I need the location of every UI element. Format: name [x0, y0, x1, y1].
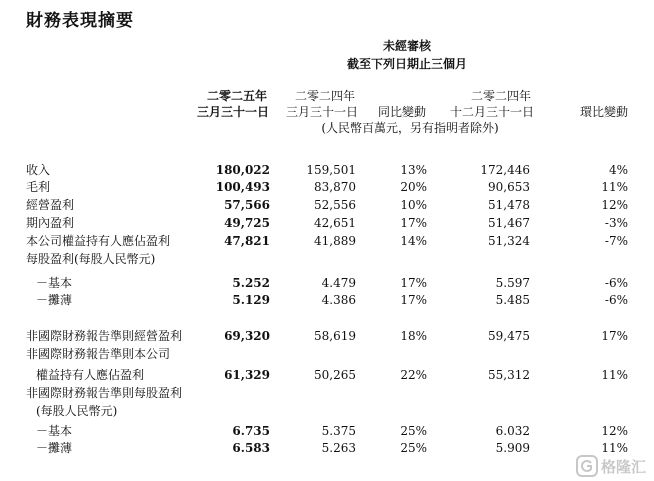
col5-header: 環比變動 — [579, 105, 629, 119]
value-yoy: 17% — [400, 276, 427, 290]
table-row — [0, 233, 654, 249]
value-yoy: 13% — [400, 163, 427, 177]
value-2024q4: 59,475 — [488, 329, 530, 343]
value-2025q1: 180,022 — [215, 163, 270, 177]
value-2024q1: 5.375 — [321, 424, 356, 438]
watermark-text: 格隆汇 — [600, 457, 646, 476]
value-qoq: 11% — [601, 368, 628, 382]
value-2025q1: 47,821 — [224, 234, 270, 248]
table-row — [0, 179, 654, 195]
table-row — [0, 162, 654, 178]
table-row — [0, 215, 654, 231]
period-header: 截至下列日期止三個月 — [346, 57, 468, 71]
value-2024q4: 6.032 — [495, 424, 530, 438]
row-label: 經營盈利 — [26, 198, 75, 212]
value-yoy: 10% — [400, 198, 427, 212]
value-2025q1: 5.252 — [232, 276, 270, 290]
value-2024q1: 50,265 — [314, 368, 356, 382]
table-row — [0, 251, 654, 267]
value-2024q1: 4.479 — [321, 276, 356, 290]
value-2024q4: 55,312 — [488, 368, 530, 382]
value-2025q1: 49,725 — [224, 216, 270, 230]
table-row — [0, 346, 654, 362]
value-2024q4: 5.485 — [495, 293, 530, 307]
value-qoq: -6% — [604, 276, 628, 290]
value-qoq: 12% — [601, 198, 628, 212]
value-2024q4: 172,446 — [480, 163, 530, 177]
value-2024q1: 58,619 — [314, 329, 356, 343]
value-2024q4: 51,467 — [488, 216, 530, 230]
unaudited-header: 未經審核 — [382, 39, 432, 53]
page-title: 財務表現摘要 — [26, 11, 134, 31]
row-label: 收入 — [26, 163, 51, 177]
value-yoy: 18% — [400, 329, 427, 343]
row-label: －基本 — [36, 424, 73, 438]
table-row — [0, 328, 654, 344]
table-row — [0, 440, 654, 456]
value-2024q4: 51,324 — [488, 234, 530, 248]
value-2025q1: 69,320 — [224, 329, 270, 343]
row-label: (每股人民幣元) — [36, 404, 118, 418]
table-row — [0, 292, 654, 308]
value-2025q1: 57,566 — [224, 198, 270, 212]
value-yoy: 25% — [400, 441, 427, 455]
value-2025q1: 5.129 — [232, 293, 270, 307]
row-label: 權益持有人應佔盈利 — [36, 368, 145, 382]
value-yoy: 17% — [400, 216, 427, 230]
value-qoq: -6% — [604, 293, 628, 307]
value-qoq: -7% — [604, 234, 628, 248]
value-yoy: 17% — [400, 293, 427, 307]
value-2024q1: 41,889 — [314, 234, 356, 248]
value-2025q1: 100,493 — [215, 180, 270, 194]
value-qoq: 12% — [601, 424, 628, 438]
value-yoy: 25% — [400, 424, 427, 438]
value-yoy: 22% — [400, 368, 427, 382]
col2-date: 三月三十一日 — [285, 105, 359, 119]
value-2025q1: 61,329 — [224, 368, 270, 382]
table-row — [0, 275, 654, 291]
value-2024q4: 90,653 — [488, 180, 530, 194]
col1-year: 二零二五年 — [206, 89, 268, 103]
value-qoq: 4% — [608, 163, 628, 177]
row-label: 非國際財務報告準則每股盈利 — [26, 386, 183, 400]
value-2024q1: 5.263 — [321, 441, 356, 455]
value-2024q1: 42,651 — [314, 216, 356, 230]
value-2025q1: 6.583 — [232, 441, 270, 455]
row-label: －攤薄 — [36, 441, 73, 455]
value-2024q4: 5.597 — [495, 276, 530, 290]
col4-date: 十二月三十一日 — [449, 105, 535, 119]
row-label: －基本 — [36, 276, 73, 290]
value-2025q1: 6.735 — [232, 424, 270, 438]
value-2024q1: 52,556 — [314, 198, 356, 212]
value-qoq: -3% — [604, 216, 628, 230]
col2-year: 二零二四年 — [294, 89, 356, 103]
value-2024q1: 83,870 — [314, 180, 356, 194]
row-label: 本公司權益持有人應佔盈利 — [26, 234, 171, 248]
col4-year: 二零二四年 — [470, 89, 532, 103]
table-row — [0, 367, 654, 383]
table-row — [0, 197, 654, 213]
value-qoq: 17% — [601, 329, 628, 343]
unit-note: (人民幣百萬元，另有指明者除外) — [321, 121, 499, 135]
value-qoq: 11% — [601, 180, 628, 194]
gelonghui-logo-icon — [576, 455, 598, 477]
row-label: 每股盈利(每股人民幣元) — [26, 252, 156, 266]
row-label: 非國際財務報告準則經營盈利 — [26, 329, 183, 343]
value-2024q1: 4.386 — [321, 293, 356, 307]
value-qoq: 11% — [601, 441, 628, 455]
value-2024q4: 5.909 — [495, 441, 530, 455]
row-label: －攤薄 — [36, 293, 73, 307]
value-2024q1: 159,501 — [306, 163, 356, 177]
watermark — [576, 454, 646, 478]
value-yoy: 20% — [400, 180, 427, 194]
table-row — [0, 403, 654, 419]
table-row — [0, 423, 654, 439]
row-label: 毛利 — [26, 180, 51, 194]
col1-date: 三月三十一日 — [196, 105, 270, 119]
value-2024q4: 51,478 — [488, 198, 530, 212]
col3-header: 同比變動 — [377, 105, 427, 119]
value-yoy: 14% — [400, 234, 427, 248]
table-row — [0, 385, 654, 401]
row-label: 期內盈利 — [26, 216, 75, 230]
row-label: 非國際財務報告準則本公司 — [26, 347, 171, 361]
